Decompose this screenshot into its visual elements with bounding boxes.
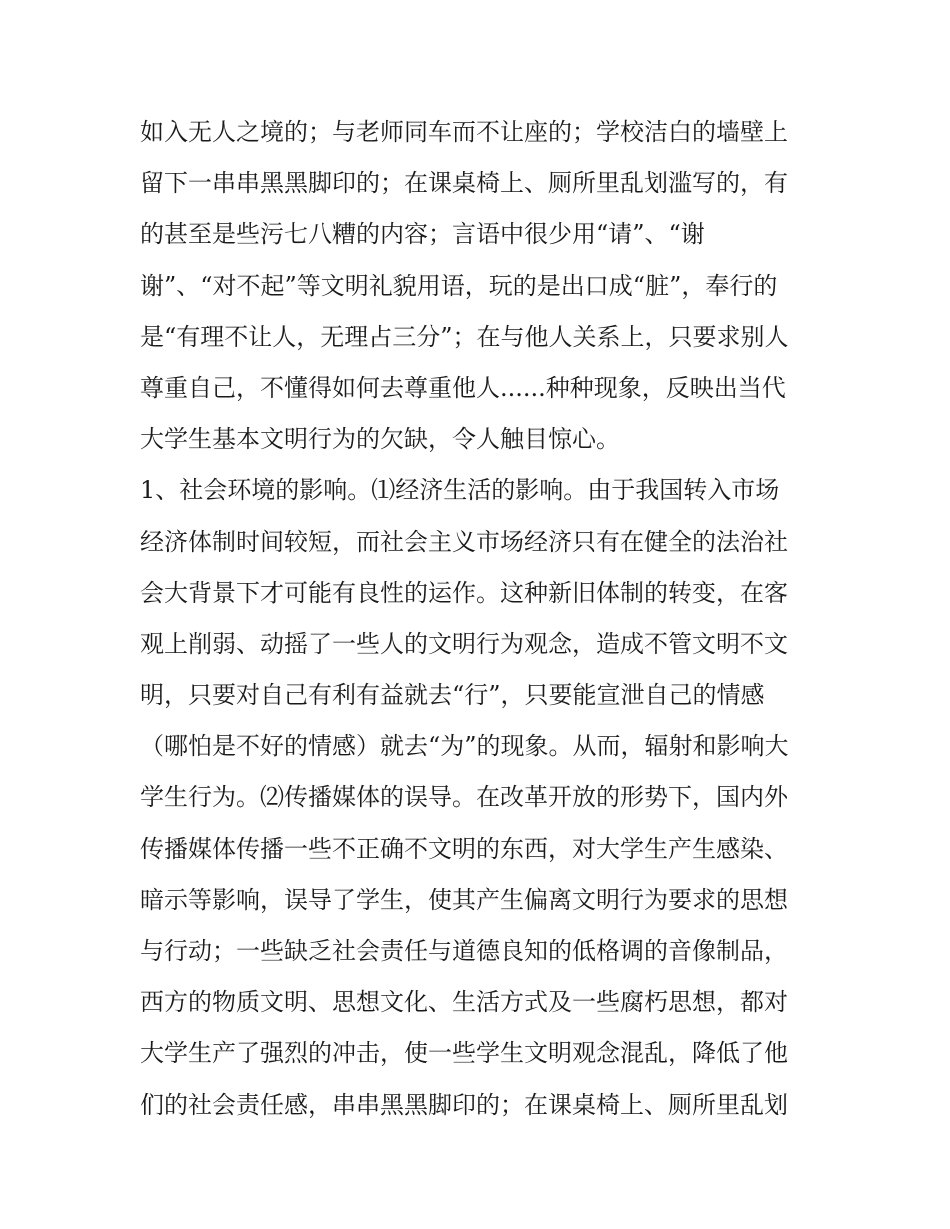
text-line: 西方的物质文明、思想文化、生活方式及一些腐朽思想，都对 bbox=[140, 988, 788, 1017]
text-line: 经济体制时间较短，而社会主义市场经济只有在健全的法治社 bbox=[140, 527, 788, 556]
body-text bbox=[140, 107, 820, 1131]
text-line: 明，只要对自己有利有益就去“行”，只要能宣泄自己的情感 bbox=[140, 681, 765, 710]
text-line: 学生行为。⑵传播媒体的误导。在改革开放的形势下，国内外 bbox=[140, 783, 788, 812]
text-line: 暗示等影响，误导了学生，使其产生偏离文明行为要求的思想 bbox=[140, 885, 788, 914]
text-line: 与行动；一些缺乏社会责任与道德良知的低格调的音像制品， bbox=[140, 937, 788, 965]
text-line: 留下一串串黑黑脚印的；在课桌椅上、厕所里乱划滥写的，有 bbox=[140, 169, 788, 198]
text-line: 是“有理不让人，无理占三分”；在与他人关系上，只要求别人 bbox=[140, 322, 789, 351]
text-line: 会大背景下才可能有良性的运作。这种新旧体制的转变，在客 bbox=[140, 578, 788, 607]
text-line: 大学生产了强烈的冲击，使一些学生文明观念混乱，降低了他 bbox=[140, 1039, 788, 1068]
text-line: 尊重自己，不懂得如何去尊重他人......种种现象，反映出当代 bbox=[140, 373, 786, 402]
text-line: 1、社会环境的影响。⑴经济生活的影响。由于我国转入市场 bbox=[140, 476, 780, 505]
text-line: 们的社会责任感，串串黑黑脚印的；在课桌椅上、厕所里乱划 bbox=[140, 1090, 788, 1119]
text-line: 传播媒体传播一些不正确不文明的东西，对大学生产生感染、 bbox=[140, 834, 788, 863]
text-line: （哪怕是不好的情感）就去“为”的现象。从而，辐射和影响大 bbox=[140, 732, 789, 761]
text-line: 观上削弱、动摇了一些人的文明行为观念，造成不管文明不文 bbox=[140, 629, 788, 658]
text-line: 的甚至是些污七八糟的内容；言语中很少用“请”、“谢 bbox=[140, 220, 705, 249]
text-line: 大学生基本文明行为的欠缺，令人触目惊心。 bbox=[140, 425, 620, 454]
text-line: 如入无人之境的；与老师同车而不让座的；学校洁白的墙壁上 bbox=[140, 118, 788, 146]
text-line: 谢”、“对不起”等文明礼貌用语，玩的是出口成“脏”，奉行的 bbox=[140, 271, 778, 300]
